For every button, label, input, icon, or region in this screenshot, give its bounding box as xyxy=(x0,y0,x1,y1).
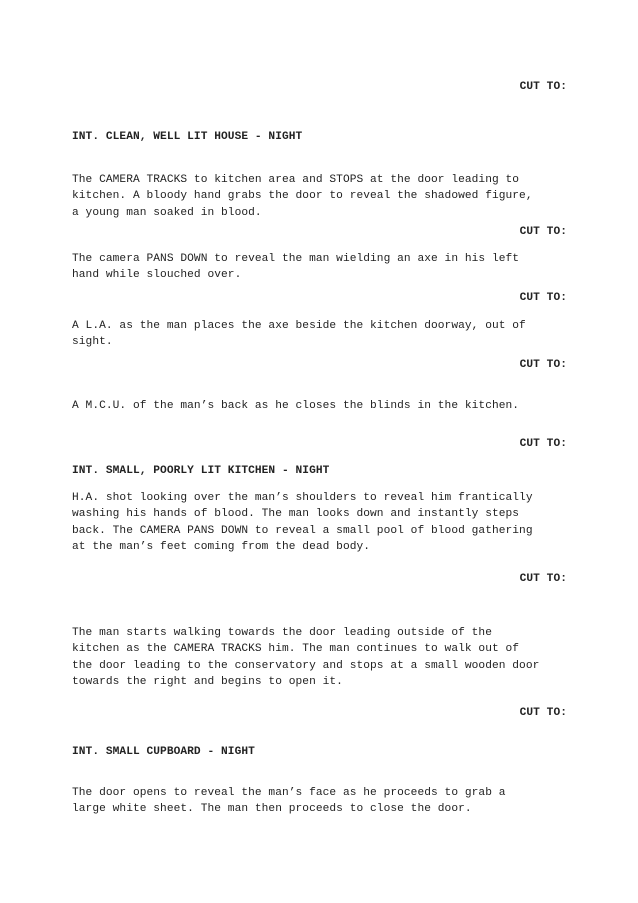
action-paragraph: H.A. shot looking over the man’s shoulders to reveal him frantically washing his hands of blood. The man looks down and instantly steps back. The CAMERA PANS DOWN to reveal a small pool of blood gathering at the man’s feet coming from the dead body. xyxy=(72,492,533,554)
action-paragraph: A L.A. as the man places the axe beside the kitchen doorway, out of sight. xyxy=(72,320,526,349)
action-paragraph: A M.C.U. of the man’s back as he closes the blinds in the kitchen. xyxy=(72,400,520,412)
transition-cut-to: CUT TO: xyxy=(519,226,567,238)
action-paragraph: The man starts walking towards the door leading outside of the kitchen as the CAMERA TRACKS him. The man continues to walk out of the door leading to the conservatory and stops at a small wooden door towards the right and begins to open it. xyxy=(72,627,540,689)
action-paragraph: The CAMERA TRACKS to kitchen area and STOPS at the door leading to kitchen. A bloody hand grabs the door to reveal the shadowed figure, a young man soaked in blood. xyxy=(72,174,533,219)
transition-cut-to: CUT TO: xyxy=(519,438,567,450)
transition-cut-to: CUT TO: xyxy=(519,359,567,371)
transition-cut-to: CUT TO: xyxy=(519,81,567,93)
transition-cut-to: CUT TO: xyxy=(519,573,567,585)
scene-heading: INT. CLEAN, WELL LIT HOUSE - NIGHT xyxy=(72,131,303,143)
scene-heading: INT. SMALL, POORLY LIT KITCHEN - NIGHT xyxy=(72,465,330,477)
scene-heading: INT. SMALL CUPBOARD - NIGHT xyxy=(72,746,255,758)
transition-cut-to: CUT TO: xyxy=(519,707,567,719)
action-paragraph: The camera PANS DOWN to reveal the man wielding an axe in his left hand while slouched over. xyxy=(72,253,520,282)
transition-cut-to: CUT TO: xyxy=(519,292,567,304)
action-paragraph: The door opens to reveal the man’s face as he proceeds to grab a large white sheet. The man then proceeds to close the door. xyxy=(72,787,506,816)
